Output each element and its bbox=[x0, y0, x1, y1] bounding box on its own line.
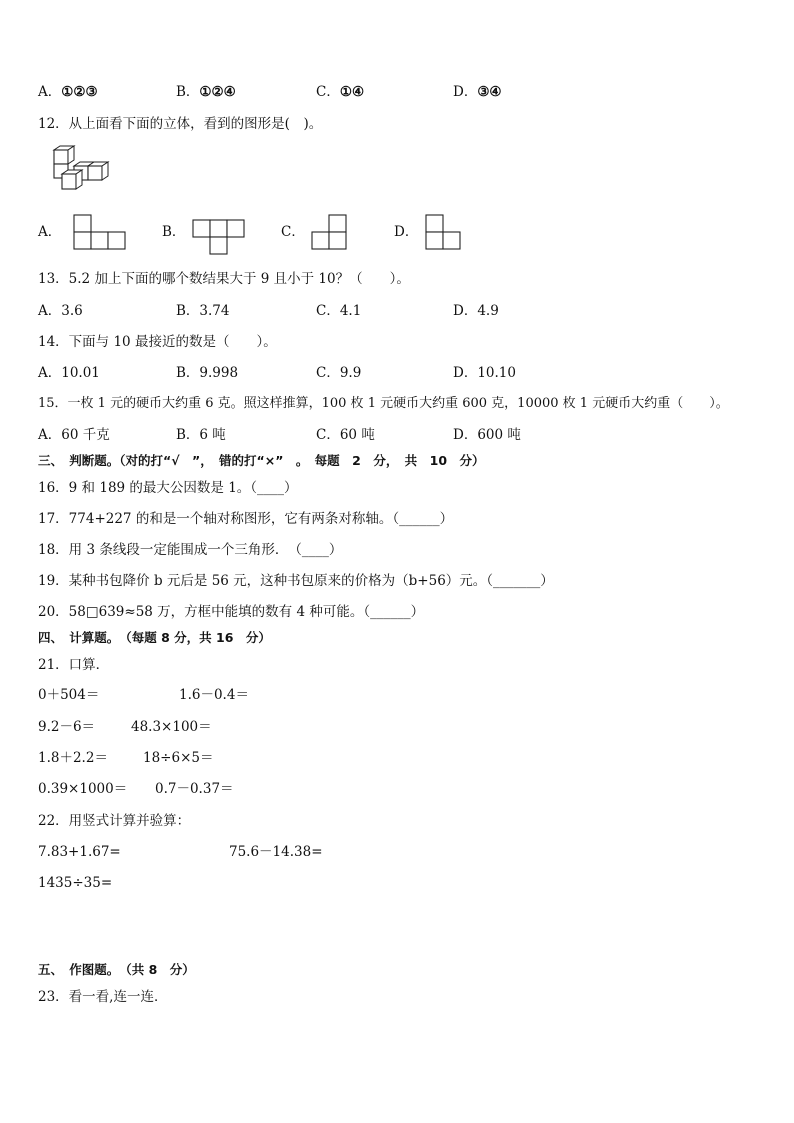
q11-option-c: C．①④ bbox=[316, 84, 365, 100]
q21-item: 48.3×100＝ bbox=[131, 719, 212, 735]
q15-option-c: C．60 吨 bbox=[316, 427, 375, 443]
q13-option-d: D．4.9 bbox=[453, 303, 499, 319]
q15-option-d: D．600 吨 bbox=[453, 427, 521, 443]
q22-item: 7.83+1.67= bbox=[38, 844, 121, 860]
q16: 16．9 和 189 的最大公因数是 1。（____） bbox=[38, 480, 298, 496]
q12-option-b-shape bbox=[193, 220, 253, 260]
section-5-heading: 五、 作图题。 （共 8 分） bbox=[38, 962, 195, 977]
q21-item: 0.7－0.37＝ bbox=[155, 781, 234, 797]
q15-option-a: A．60 千克 bbox=[38, 427, 110, 443]
q12-stem: 12．从上面看下面的立体，看到的图形是( )。 bbox=[38, 116, 323, 132]
q15-option-b: B．6 吨 bbox=[176, 427, 226, 443]
q12-cube-figure bbox=[48, 145, 118, 195]
q21-item: 0.39×1000＝ bbox=[38, 781, 128, 797]
q17: 17．774+227 的和是一个轴对称图形，它有两条对称轴。（______） bbox=[38, 511, 454, 527]
q14-option-a: A．10.01 bbox=[38, 365, 100, 381]
q21-item: 0＋504＝ bbox=[38, 687, 100, 703]
q12-option-a-shape bbox=[74, 215, 134, 255]
q12-option-c-label: C． bbox=[281, 224, 305, 240]
q15-stem: 15．一枚 1 元的硬币大约重 6 克。照这样推算，100 枚 1 元硬币大约重 600 克，10000 枚 1 元硬币大约重（ ）。 bbox=[38, 396, 729, 411]
q13-option-c: C．4.1 bbox=[316, 303, 362, 319]
q11-option-a: A．①②③ bbox=[38, 84, 98, 100]
q12-option-d-label: D． bbox=[394, 224, 419, 240]
q13-option-a: A．3.6 bbox=[38, 303, 83, 319]
q22-item: 1435÷35= bbox=[38, 875, 113, 891]
q21-stem: 21．口算． bbox=[38, 657, 110, 673]
q22-item: 75.6－14.38= bbox=[229, 844, 323, 860]
q22-stem: 22．用竖式计算并验算： bbox=[38, 813, 191, 829]
section-3-heading: 三、 判断题。（对的打“√ ”， 错的打“×” 。 每题 2 分， 共 10 分） bbox=[38, 453, 485, 468]
q21-item: 9.2－6＝ bbox=[38, 719, 96, 735]
q21-item: 1.6－0.4＝ bbox=[179, 687, 249, 703]
q12-option-a-label: A． bbox=[38, 224, 62, 240]
q14-option-d: D．10.10 bbox=[453, 365, 516, 381]
q21-item: 18÷6×5＝ bbox=[143, 750, 214, 766]
section-4-heading: 四、 计算题。 （每题 8 分，共 16 分） bbox=[38, 630, 271, 645]
q12-option-c-shape bbox=[312, 215, 362, 255]
q23: 23．看一看,连一连． bbox=[38, 989, 168, 1005]
q21-item: 1.8＋2.2＝ bbox=[38, 750, 108, 766]
q13-option-b: B．3.74 bbox=[176, 303, 230, 319]
q13-stem: 13．5.2 加上下面的哪个数结果大于 9 且小于 10？（ ）。 bbox=[38, 271, 410, 287]
q19: 19．某种书包降价 b 元后是 56 元，这种书包原来的价格为（b+56）元。（_______） bbox=[38, 573, 554, 589]
q20: 20．58□639≈58 万，方框中能填的数有 4 种可能。（______） bbox=[38, 604, 425, 620]
q18: 18．用 3 条线段一定能围成一个三角形． （____） bbox=[38, 542, 343, 558]
q14-stem: 14．下面与 10 最接近的数是（ ）。 bbox=[38, 334, 277, 350]
q11-option-b: B．①②④ bbox=[176, 84, 236, 100]
q14-option-c: C．9.9 bbox=[316, 365, 362, 381]
q12-option-b-label: B． bbox=[162, 224, 186, 240]
q12-option-d-shape bbox=[426, 215, 476, 255]
q11-option-d: D．③④ bbox=[453, 84, 502, 100]
q14-option-b: B．9.998 bbox=[176, 365, 239, 381]
